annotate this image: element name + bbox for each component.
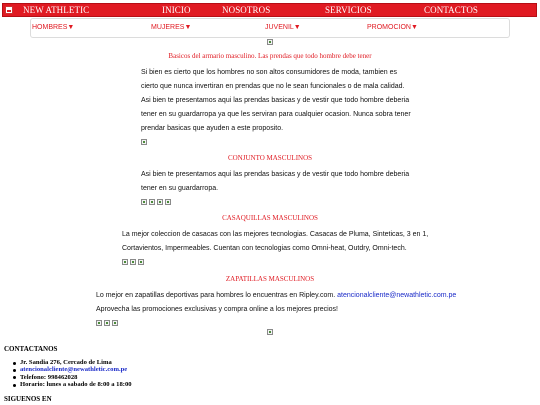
contact-title: CONTACTANOS [4,345,58,353]
broken-image-icon [267,39,273,45]
intro-line: cierto que nunca invertiran en prendas que no le sean funcionales o de mala calidad. [141,83,405,90]
contact-list [12,359,132,389]
category-promocion-dropdown[interactable]: PROMOCION▼ [367,24,418,31]
broken-image-icon [138,259,144,265]
contact-email-link[interactable]: atencionalcliente@newathletic.com.pe [12,366,132,373]
intro-line: tener en su guardarropa ya que les serviran para cualquier ocasion. Nunca sobra tener [141,111,411,118]
email-link[interactable]: atencionalcliente@newathletic.com.pe [337,292,457,299]
contact-hours: Horario: lunes a sabado de 8:00 a 18:00 [12,381,132,388]
casaquillas-line: Cortavientos, Impermeables. Cuentan con tecnologias como Omni-heat, Outdry, Omni-tech. [122,245,407,252]
brand-logo-icon[interactable] [5,6,13,14]
broken-image-icon [112,320,118,326]
follow-title: SIGUENOS EN [4,395,52,403]
category-hombres-dropdown[interactable]: HOMBRES▼ [32,24,75,31]
intro-line: prendar basicas que ayuden a este proposito. [141,125,284,132]
broken-image-icon [96,320,102,326]
category-mujeres-dropdown[interactable]: MUJERES▼ [151,24,192,31]
brand-name[interactable]: NEW ATHLETIC [23,5,90,15]
zapatillas-line: Aprovecha las promociones exclusivas y compra online a los mejores precios! [96,306,338,313]
category-juvenil-dropdown[interactable]: JUVENIL▼ [265,24,301,31]
nav-servicios[interactable]: SERVICIOS [325,5,372,15]
contact-phone: Telefono: 998462028 [12,374,132,381]
broken-image-icon [165,199,171,205]
top-nav-bar [2,3,537,17]
conjunto-line: Asi bien te presentamos aqui las prendas basicas y de vestir que todo hombre deberia [141,171,410,178]
conjunto-line: tener en su guardarropa. [141,185,219,192]
broken-image-icon [122,259,128,265]
casaquillas-title: CASAQUILLAS MASCULINOS [222,214,318,222]
nav-contactos[interactable]: CONTACTOS [424,5,479,15]
zapatillas-line [96,291,456,300]
intro-title: Basicos del armario masculino. Las prendas que todo hombre debe tener [168,52,372,60]
broken-image-icon [130,259,136,265]
nav-inicio[interactable]: INICIO [162,5,191,15]
conjunto-title: CONJUNTO MASCULINOS [227,154,313,162]
intro-line: Si bien es cierto que los hombres no son altos consumidores de moda, tambien es [141,69,398,76]
zapatillas-title: ZAPATILLAS MASCULINOS [225,275,315,283]
broken-image-icon [267,329,273,335]
intro-line: Asi bien te presentamos aqui las prendas basicas y de vestir que todo hombre deberia [141,97,410,104]
casaquillas-line: La mejor coleccion de casacas con las mejores tecnologias. Casacas de Pluma, Sinteticas, 3 en 1, [122,231,429,238]
broken-image-icon [141,199,147,205]
broken-image-icon [149,199,155,205]
broken-image-icon [104,320,110,326]
broken-image-icon [141,139,147,145]
broken-image-icon [157,199,163,205]
contact-address: Jr. Sandia 276, Cercado de Lima [12,359,132,366]
nav-nosotros[interactable]: NOSOTROS [222,5,271,15]
zapatillas-text: Lo mejor en zapatillas deportivas para hombres lo encuentras en Ripley.com. [96,292,336,299]
category-nav-bar [30,18,510,38]
